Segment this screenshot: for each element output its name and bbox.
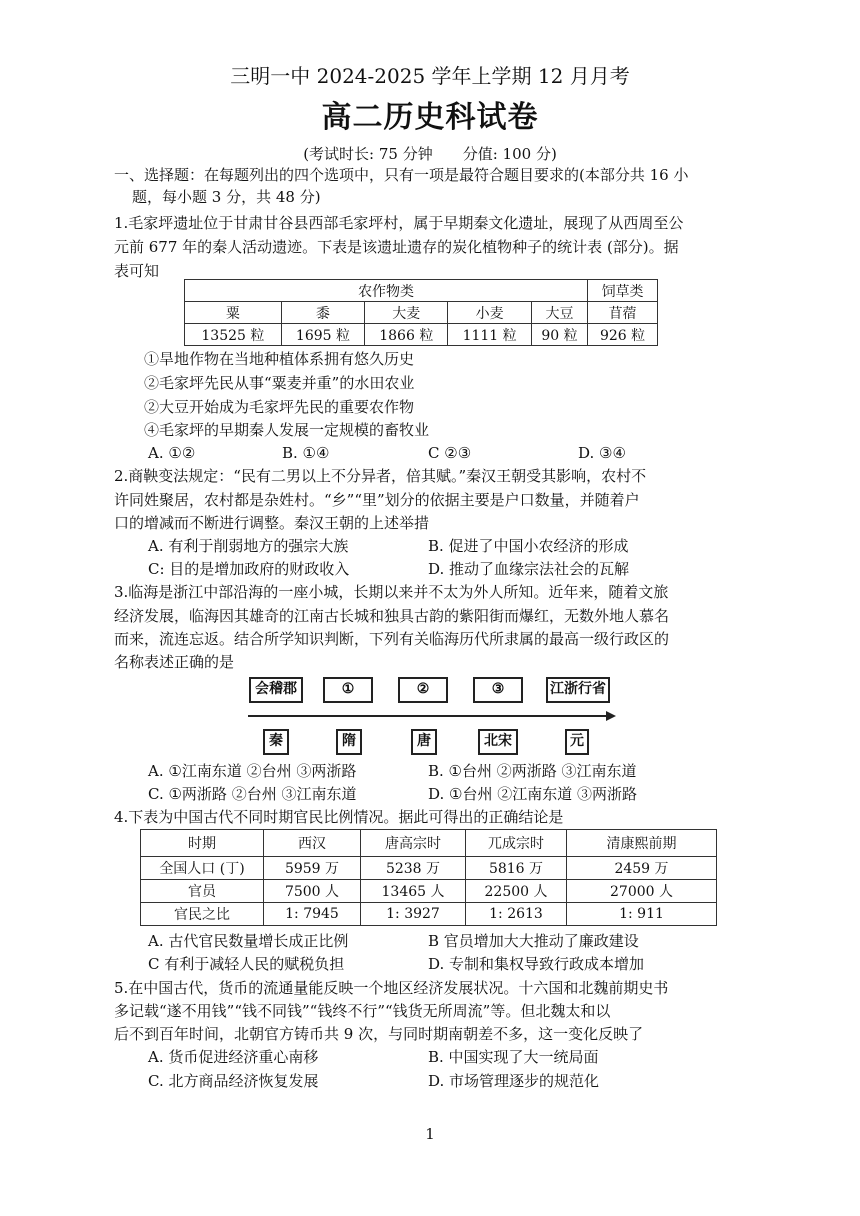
q1-option-a[interactable]: A. ①② (148, 444, 196, 462)
page-title: 高二历史科试卷 (321, 100, 539, 135)
q1-statement-1: ①旱地作物在当地种植体系拥有悠久历史 (144, 350, 415, 368)
table-cell: 1: 911 (567, 903, 717, 926)
timeline-arrow-icon (248, 709, 618, 723)
q1-stem-line-3: 表可知 (114, 262, 160, 280)
table-cell: 22500 人 (466, 880, 567, 903)
q3-stem-line-4: 名称表述正确的是 (114, 653, 235, 671)
section-heading-line-2: 题，每小题 3 分，共 48 分) (132, 188, 321, 206)
timeline-box-dynasty: 唐 (411, 729, 437, 755)
table-cell: 926 粒 (588, 324, 658, 346)
q4-option-d[interactable]: D. 专制和集权导致行政成本增加 (428, 955, 645, 973)
q1-option-b[interactable]: B. ①④ (282, 444, 330, 462)
timeline-box-dynasty: 北宋 (478, 729, 518, 755)
q2-option-d[interactable]: D. 推动了血缘宗法社会的瓦解 (428, 560, 630, 578)
table-header-cell: 清康熙前期 (567, 830, 717, 857)
q1-stem-line-2: 元前 677 年的秦人活动遗迹。下表是该遗址遗存的炭化植物种子的统计表 (部分)。据 (114, 238, 679, 256)
q5-option-d[interactable]: D. 市场管理逐步的规范化 (428, 1072, 600, 1090)
table-header-cell: 小麦 (448, 302, 531, 324)
table-row (141, 880, 717, 903)
table-cell: 5959 万 (264, 857, 361, 880)
q5-option-b[interactable]: B. 中国实现了大一统局面 (428, 1048, 599, 1066)
q1-seed-table (184, 279, 658, 346)
table-header-cell: 时期 (141, 830, 264, 857)
table-cell: 1: 3927 (361, 903, 466, 926)
timeline-box-top: ② (398, 677, 448, 703)
q1-statement-2: ②毛家坪先民从事“粟麦并重”的水田农业 (144, 374, 415, 392)
q4-official-ratio-table (140, 829, 717, 926)
q3-option-c[interactable]: C. ①两浙路 ②台州 ③江南东道 (148, 785, 357, 803)
table-header-cell: 苜蓿 (588, 302, 658, 324)
q2-option-b[interactable]: B. 促进了中国小农经济的形成 (428, 537, 629, 555)
timeline-box-top: 会稽郡 (249, 677, 303, 703)
q3-stem-line-1: 3.临海是浙江中部沿海的一座小城，长期以来并不太为外人所知。近年来，随着文旅 (114, 583, 669, 601)
q3-stem-line-2: 经济发展，临海因其雄奇的江南古长城和独具古韵的紫阳街而爆红，无数外地人慕名 (114, 607, 670, 625)
table-cell: 官民之比 (141, 903, 264, 926)
q4-option-c[interactable]: C 有利于减轻人民的赋税负担 (148, 955, 345, 973)
table-header-cell: 唐高宗时 (361, 830, 466, 857)
table-row (141, 903, 717, 926)
q1-option-c[interactable]: C ②③ (428, 444, 472, 462)
table-header-cell: 西汉 (264, 830, 361, 857)
q1-statement-4: ④毛家坪的早期秦人发展一定规模的畜牧业 (144, 421, 430, 439)
timeline-box-top: ③ (473, 677, 523, 703)
q5-stem-line-2: 多记载“遂不用钱”“钱不同钱”“钱终不行”“钱货无所周流”等。但北魏太和以 (114, 1002, 611, 1020)
table-cell: 官员 (141, 880, 264, 903)
q2-stem-line-3: 口的增减而不断进行调整。秦汉王朝的上述举措 (114, 514, 430, 532)
q2-stem-line-2: 许同姓聚居，农村都是杂姓村。“乡”“里”划分的依据主要是户口数量，并随着户 (114, 491, 640, 509)
q1-stem-line-1: 1.毛家坪遗址位于甘肃甘谷县西部毛家坪村，属于早期秦文化遗址，展现了从西周至公 (114, 214, 684, 232)
table-header-cell: 黍 (281, 302, 364, 324)
table-cell: 90 粒 (531, 324, 587, 346)
timeline-box-dynasty: 元 (565, 729, 589, 755)
exam-info: (考试时长: 75 分钟 分值: 100 分) (303, 145, 557, 163)
table-cell: 1: 7945 (264, 903, 361, 926)
school-exam-line: 三明一中 2024-2025 学年上学期 12 月月考 (230, 64, 630, 88)
table-cell: 2459 万 (567, 857, 717, 880)
q2-option-a[interactable]: A. 有利于削弱地方的强宗大族 (148, 537, 349, 555)
q3-option-d[interactable]: D. ①台州 ②江南东道 ③两浙路 (428, 785, 638, 803)
table-row (141, 857, 717, 880)
q5-stem-line-3: 后不到百年时间，北朝官方铸币共 9 次，与同时期南朝差不多，这一变化反映了 (114, 1025, 644, 1043)
table-header-cell: 兀成宗时 (466, 830, 567, 857)
q1-option-d[interactable]: D. ③④ (578, 444, 626, 462)
table-group-header: 饲草类 (588, 280, 658, 302)
timeline-box-dynasty: 秦 (263, 729, 289, 755)
q5-option-a[interactable]: A. 货币促进经济重心南移 (148, 1048, 319, 1066)
table-cell: 13525 粒 (185, 324, 282, 346)
table-header-cell: 大麦 (365, 302, 448, 324)
q4-stem: 4.下表为中国古代不同时期官民比例情况。据此可得出的正确结论是 (114, 808, 564, 826)
q3-option-a[interactable]: A. ①江南东道 ②台州 ③两浙路 (148, 762, 357, 780)
table-cell: 1866 粒 (365, 324, 448, 346)
table-cell: 5238 万 (361, 857, 466, 880)
q1-statement-3: ②大豆开始成为毛家坪先民的重要农作物 (144, 398, 415, 416)
table-cell: 全国人口 (丁) (141, 857, 264, 880)
timeline-box-top: 江浙行省 (546, 677, 610, 703)
table-cell: 13465 人 (361, 880, 466, 903)
table-cell: 1695 粒 (281, 324, 364, 346)
table-cell: 27000 人 (567, 880, 717, 903)
q4-option-b[interactable]: B 官员增加大大推动了廉政建设 (428, 932, 639, 950)
timeline-box-dynasty: 隋 (336, 729, 362, 755)
q2-option-c[interactable]: C: 目的是增加政府的财政收入 (148, 560, 350, 578)
table-header-cell: 大豆 (531, 302, 587, 324)
page-number: 1 (425, 1125, 435, 1143)
q3-stem-line-3: 而来，流连忘返。结合所学知识判断，下列有关临海历代所隶属的最高一级行政区的 (114, 630, 670, 648)
timeline-box-top: ① (323, 677, 373, 703)
q5-stem-line-1: 5.在中国古代，货币的流通量能反映一个地区经济发展状况。十六国和北魏前期史书 (114, 979, 669, 997)
table-cell: 7500 人 (264, 880, 361, 903)
q3-option-b[interactable]: B. ①台州 ②两浙路 ③江南东道 (428, 762, 637, 780)
table-cell: 5816 万 (466, 857, 567, 880)
table-header-cell: 粟 (185, 302, 282, 324)
table-cell: 1: 2613 (466, 903, 567, 926)
table-group-header: 农作物类 (185, 280, 588, 302)
q5-option-c[interactable]: C. 北方商品经济恢复发展 (148, 1072, 319, 1090)
table-cell: 1111 粒 (448, 324, 531, 346)
section-heading-line-1: 一、选择题：在每题列出的四个选项中，只有一项是最符合题目要求的(本部分共 16 小 (114, 166, 689, 184)
q2-stem-line-1: 2.商鞅变法规定：“民有二男以上不分异者，倍其赋。”秦汉王朝受其影响，农村不 (114, 467, 647, 485)
q4-option-a[interactable]: A. 古代官民数量增长成正比例 (148, 932, 349, 950)
